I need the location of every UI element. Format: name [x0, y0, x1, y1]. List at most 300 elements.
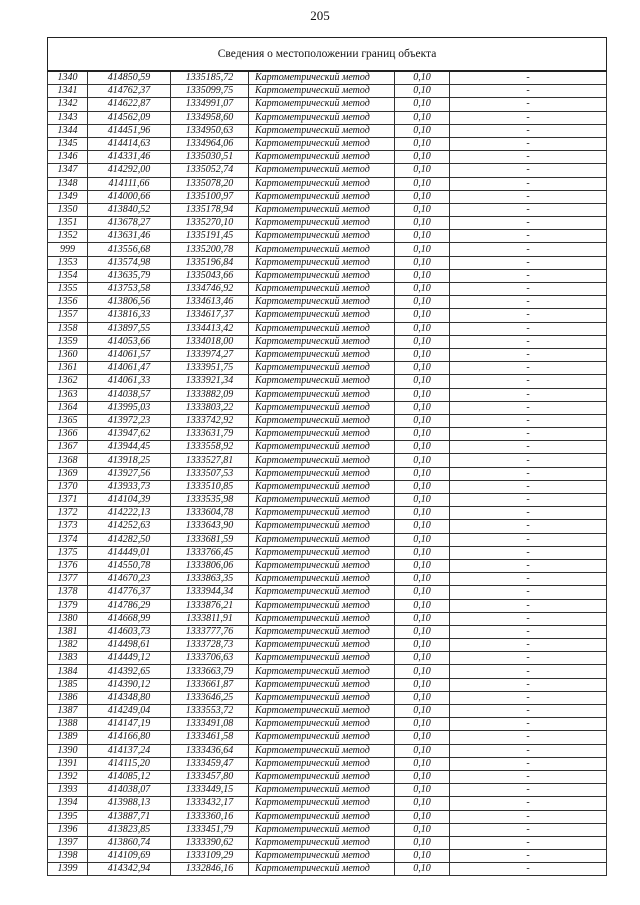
cell-point-number: 1392	[48, 770, 88, 783]
cell-accuracy: 0,10	[395, 731, 450, 744]
table-row	[48, 124, 607, 137]
cell-accuracy: 0,10	[395, 823, 450, 836]
cell-coordinate-x: 414249,04	[88, 705, 171, 718]
cell-point-number: 999	[48, 243, 88, 256]
table-row	[48, 599, 607, 612]
cell-method: Картометрический метод	[249, 678, 395, 691]
table-row	[48, 322, 607, 335]
cell-coordinate-y: 1333109,29	[171, 850, 249, 863]
table-row	[48, 454, 607, 467]
cell-method: Картометрический метод	[249, 770, 395, 783]
cell-coordinate-x: 414414,63	[88, 137, 171, 150]
cell-accuracy: 0,10	[395, 691, 450, 704]
table-row	[48, 573, 607, 586]
cell-method: Картометрический метод	[249, 190, 395, 203]
cell-method: Картометрический метод	[249, 151, 395, 164]
table-row	[48, 678, 607, 691]
cell-description: -	[450, 111, 607, 124]
cell-method: Картометрический метод	[249, 230, 395, 243]
cell-description: -	[450, 507, 607, 520]
cell-coordinate-y: 1333436,64	[171, 744, 249, 757]
cell-accuracy: 0,10	[395, 388, 450, 401]
cell-coordinate-y: 1334613,46	[171, 296, 249, 309]
cell-coordinate-x: 413947,62	[88, 428, 171, 441]
table-row	[48, 836, 607, 849]
table-row	[48, 757, 607, 770]
cell-description: -	[450, 850, 607, 863]
cell-accuracy: 0,10	[395, 283, 450, 296]
table-row	[48, 111, 607, 124]
cell-coordinate-x: 413972,23	[88, 414, 171, 427]
cell-accuracy: 0,10	[395, 850, 450, 863]
table-row	[48, 164, 607, 177]
table-row	[48, 203, 607, 216]
cell-accuracy: 0,10	[395, 665, 450, 678]
cell-method: Картометрический метод	[249, 757, 395, 770]
cell-coordinate-y: 1334950,63	[171, 124, 249, 137]
cell-coordinate-x: 414061,33	[88, 375, 171, 388]
cell-description: -	[450, 322, 607, 335]
table-row	[48, 823, 607, 836]
cell-description: -	[450, 823, 607, 836]
table-row	[48, 507, 607, 520]
cell-description: -	[450, 520, 607, 533]
cell-coordinate-y: 1335191,45	[171, 230, 249, 243]
cell-coordinate-x: 414166,80	[88, 731, 171, 744]
cell-coordinate-x: 414449,12	[88, 652, 171, 665]
cell-accuracy: 0,10	[395, 401, 450, 414]
cell-coordinate-x: 414222,13	[88, 507, 171, 520]
cell-method: Картометрический метод	[249, 625, 395, 638]
cell-coordinate-x: 414252,63	[88, 520, 171, 533]
cell-point-number: 1368	[48, 454, 88, 467]
cell-accuracy: 0,10	[395, 480, 450, 493]
cell-method: Картометрический метод	[249, 810, 395, 823]
cell-description: -	[450, 810, 607, 823]
cell-method: Картометрический метод	[249, 335, 395, 348]
cell-method: Картометрический метод	[249, 137, 395, 150]
cell-accuracy: 0,10	[395, 797, 450, 810]
cell-accuracy: 0,10	[395, 190, 450, 203]
cell-point-number: 1398	[48, 850, 88, 863]
cell-coordinate-y: 1333491,08	[171, 718, 249, 731]
cell-description: -	[450, 757, 607, 770]
cell-accuracy: 0,10	[395, 414, 450, 427]
cell-point-number: 1348	[48, 177, 88, 190]
table-row	[48, 217, 607, 230]
cell-coordinate-y: 1334991,07	[171, 98, 249, 111]
cell-description: -	[450, 296, 607, 309]
cell-coordinate-x: 414147,19	[88, 718, 171, 731]
cell-accuracy: 0,10	[395, 217, 450, 230]
cell-coordinate-x: 413897,55	[88, 322, 171, 335]
cell-accuracy: 0,10	[395, 586, 450, 599]
cell-point-number: 1382	[48, 639, 88, 652]
cell-coordinate-y: 1335196,84	[171, 256, 249, 269]
cell-accuracy: 0,10	[395, 784, 450, 797]
cell-coordinate-x: 414061,47	[88, 362, 171, 375]
cell-coordinate-x: 413918,25	[88, 454, 171, 467]
cell-method: Картометрический метод	[249, 467, 395, 480]
cell-method: Картометрический метод	[249, 283, 395, 296]
table-row	[48, 296, 607, 309]
cell-method: Картометрический метод	[249, 718, 395, 731]
cell-accuracy: 0,10	[395, 705, 450, 718]
cell-point-number: 1369	[48, 467, 88, 480]
table-row	[48, 177, 607, 190]
cell-method: Картометрический метод	[249, 124, 395, 137]
cell-accuracy: 0,10	[395, 362, 450, 375]
cell-point-number: 1346	[48, 151, 88, 164]
cell-method: Картометрический метод	[249, 322, 395, 335]
cell-coordinate-y: 1333951,75	[171, 362, 249, 375]
cell-point-number: 1385	[48, 678, 88, 691]
cell-method: Картометрический метод	[249, 639, 395, 652]
cell-accuracy: 0,10	[395, 533, 450, 546]
cell-coordinate-x: 414061,57	[88, 348, 171, 361]
cell-point-number: 1355	[48, 283, 88, 296]
cell-accuracy: 0,10	[395, 111, 450, 124]
cell-accuracy: 0,10	[395, 322, 450, 335]
table-body	[48, 71, 607, 876]
cell-point-number: 1344	[48, 124, 88, 137]
cell-method: Картометрический метод	[249, 705, 395, 718]
cell-description: -	[450, 269, 607, 282]
cell-point-number: 1353	[48, 256, 88, 269]
cell-method: Картометрический метод	[249, 296, 395, 309]
cell-coordinate-y: 1335270,10	[171, 217, 249, 230]
cell-coordinate-y: 1335200,78	[171, 243, 249, 256]
cell-point-number: 1376	[48, 559, 88, 572]
cell-accuracy: 0,10	[395, 441, 450, 454]
cell-coordinate-x: 414776,37	[88, 586, 171, 599]
cell-description: -	[450, 85, 607, 98]
table-row	[48, 665, 607, 678]
table-row	[48, 362, 607, 375]
cell-coordinate-y: 1333681,59	[171, 533, 249, 546]
cell-accuracy: 0,10	[395, 428, 450, 441]
cell-coordinate-y: 1335052,74	[171, 164, 249, 177]
cell-coordinate-x: 414282,50	[88, 533, 171, 546]
cell-coordinate-y: 1333643,90	[171, 520, 249, 533]
cell-accuracy: 0,10	[395, 296, 450, 309]
cell-coordinate-y: 1335078,20	[171, 177, 249, 190]
cell-description: -	[450, 151, 607, 164]
cell-description: -	[450, 137, 607, 150]
cell-accuracy: 0,10	[395, 678, 450, 691]
table-row	[48, 639, 607, 652]
cell-coordinate-x: 413816,33	[88, 309, 171, 322]
cell-accuracy: 0,10	[395, 757, 450, 770]
table-row	[48, 309, 607, 322]
cell-coordinate-y: 1334413,42	[171, 322, 249, 335]
table-row	[48, 559, 607, 572]
cell-method: Картометрический метод	[249, 454, 395, 467]
cell-point-number: 1349	[48, 190, 88, 203]
cell-description: -	[450, 335, 607, 348]
cell-method: Картометрический метод	[249, 691, 395, 704]
cell-point-number: 1342	[48, 98, 88, 111]
cell-method: Картометрический метод	[249, 85, 395, 98]
cell-point-number: 1347	[48, 164, 88, 177]
cell-method: Картометрический метод	[249, 586, 395, 599]
cell-coordinate-x: 413806,56	[88, 296, 171, 309]
cell-point-number: 1354	[48, 269, 88, 282]
cell-coordinate-x: 413574,98	[88, 256, 171, 269]
cell-coordinate-x: 414000,66	[88, 190, 171, 203]
cell-coordinate-y: 1333811,91	[171, 612, 249, 625]
cell-description: -	[450, 797, 607, 810]
cell-method: Картометрический метод	[249, 441, 395, 454]
cell-point-number: 1352	[48, 230, 88, 243]
cell-accuracy: 0,10	[395, 744, 450, 757]
cell-coordinate-y: 1333360,16	[171, 810, 249, 823]
table-row	[48, 731, 607, 744]
cell-description: -	[450, 731, 607, 744]
cell-point-number: 1370	[48, 480, 88, 493]
cell-description: -	[450, 691, 607, 704]
cell-description: -	[450, 546, 607, 559]
cell-method: Картометрический метод	[249, 203, 395, 216]
cell-accuracy: 0,10	[395, 467, 450, 480]
cell-method: Картометрический метод	[249, 494, 395, 507]
cell-coordinate-x: 414115,20	[88, 757, 171, 770]
cell-description: -	[450, 375, 607, 388]
cell-coordinate-y: 1333507,53	[171, 467, 249, 480]
cell-description: -	[450, 309, 607, 322]
cell-method: Картометрический метод	[249, 797, 395, 810]
cell-coordinate-x: 413823,85	[88, 823, 171, 836]
cell-coordinate-x: 414104,39	[88, 494, 171, 507]
cell-accuracy: 0,10	[395, 230, 450, 243]
cell-description: -	[450, 362, 607, 375]
cell-coordinate-y: 1335178,94	[171, 203, 249, 216]
table-row	[48, 546, 607, 559]
table-row	[48, 283, 607, 296]
cell-description: -	[450, 573, 607, 586]
table-row	[48, 797, 607, 810]
table-row	[48, 98, 607, 111]
cell-description: -	[450, 243, 607, 256]
cell-coordinate-x: 414053,66	[88, 335, 171, 348]
cell-description: -	[450, 652, 607, 665]
boundary-table-sheet	[47, 37, 606, 876]
cell-accuracy: 0,10	[395, 85, 450, 98]
table-row	[48, 414, 607, 427]
cell-coordinate-y: 1333535,98	[171, 494, 249, 507]
cell-coordinate-x: 414550,78	[88, 559, 171, 572]
cell-accuracy: 0,10	[395, 348, 450, 361]
cell-method: Картометрический метод	[249, 71, 395, 85]
table-row	[48, 705, 607, 718]
table-row	[48, 691, 607, 704]
cell-coordinate-y: 1333449,15	[171, 784, 249, 797]
cell-point-number: 1383	[48, 652, 88, 665]
cell-coordinate-x: 413678,27	[88, 217, 171, 230]
cell-description: -	[450, 177, 607, 190]
table-row	[48, 784, 607, 797]
table-row	[48, 190, 607, 203]
boundary-coordinates-table	[47, 37, 607, 876]
cell-coordinate-x: 413631,46	[88, 230, 171, 243]
cell-description: -	[450, 586, 607, 599]
cell-accuracy: 0,10	[395, 770, 450, 783]
table-row	[48, 269, 607, 282]
table-row	[48, 467, 607, 480]
table-row	[48, 348, 607, 361]
cell-coordinate-x: 414109,69	[88, 850, 171, 863]
cell-method: Картометрический метод	[249, 850, 395, 863]
cell-accuracy: 0,10	[395, 639, 450, 652]
table-row	[48, 428, 607, 441]
cell-description: -	[450, 348, 607, 361]
cell-coordinate-y: 1333706,63	[171, 652, 249, 665]
cell-description: -	[450, 203, 607, 216]
cell-accuracy: 0,10	[395, 625, 450, 638]
cell-coordinate-x: 413944,45	[88, 441, 171, 454]
cell-coordinate-x: 414111,66	[88, 177, 171, 190]
cell-method: Картометрический метод	[249, 177, 395, 190]
cell-point-number: 1386	[48, 691, 88, 704]
table-row	[48, 441, 607, 454]
cell-point-number: 1372	[48, 507, 88, 520]
cell-description: -	[450, 428, 607, 441]
cell-point-number: 1343	[48, 111, 88, 124]
cell-coordinate-y: 1335043,66	[171, 269, 249, 282]
table-row	[48, 770, 607, 783]
cell-coordinate-x: 413753,58	[88, 283, 171, 296]
cell-point-number: 1367	[48, 441, 88, 454]
cell-accuracy: 0,10	[395, 718, 450, 731]
page-number: 205	[310, 8, 330, 23]
cell-point-number: 1360	[48, 348, 88, 361]
cell-accuracy: 0,10	[395, 599, 450, 612]
cell-point-number: 1357	[48, 309, 88, 322]
table-row	[48, 401, 607, 414]
cell-coordinate-y: 1333604,78	[171, 507, 249, 520]
cell-coordinate-x: 413556,68	[88, 243, 171, 256]
cell-description: -	[450, 533, 607, 546]
cell-description: -	[450, 718, 607, 731]
cell-point-number: 1380	[48, 612, 88, 625]
cell-method: Картометрический метод	[249, 507, 395, 520]
cell-method: Картометрический метод	[249, 665, 395, 678]
table-row	[48, 850, 607, 863]
cell-method: Картометрический метод	[249, 823, 395, 836]
cell-description: -	[450, 71, 607, 85]
cell-accuracy: 0,10	[395, 573, 450, 586]
cell-coordinate-y: 1333921,34	[171, 375, 249, 388]
table-row	[48, 744, 607, 757]
cell-point-number: 1388	[48, 718, 88, 731]
cell-coordinate-y: 1333527,81	[171, 454, 249, 467]
cell-accuracy: 0,10	[395, 269, 450, 282]
table-row	[48, 85, 607, 98]
cell-point-number: 1345	[48, 137, 88, 150]
table-row	[48, 480, 607, 493]
cell-coordinate-x: 413988,13	[88, 797, 171, 810]
cell-coordinate-y: 1333558,92	[171, 441, 249, 454]
cell-point-number: 1351	[48, 217, 88, 230]
table-row	[48, 718, 607, 731]
cell-point-number: 1340	[48, 71, 88, 85]
cell-description: -	[450, 230, 607, 243]
cell-coordinate-x: 414342,94	[88, 863, 171, 876]
cell-method: Картометрический метод	[249, 559, 395, 572]
cell-coordinate-x: 414348,80	[88, 691, 171, 704]
cell-description: -	[450, 441, 607, 454]
cell-coordinate-y: 1335185,72	[171, 71, 249, 85]
cell-method: Картометрический метод	[249, 111, 395, 124]
cell-coordinate-x: 413887,71	[88, 810, 171, 823]
cell-coordinate-x: 414670,23	[88, 573, 171, 586]
cell-method: Картометрический метод	[249, 388, 395, 401]
table-row	[48, 586, 607, 599]
cell-method: Картометрический метод	[249, 863, 395, 876]
cell-description: -	[450, 190, 607, 203]
cell-point-number: 1364	[48, 401, 88, 414]
cell-coordinate-y: 1333510,85	[171, 480, 249, 493]
cell-method: Картометрический метод	[249, 256, 395, 269]
cell-coordinate-y: 1333663,79	[171, 665, 249, 678]
cell-point-number: 1361	[48, 362, 88, 375]
cell-coordinate-y: 1334746,92	[171, 283, 249, 296]
cell-coordinate-y: 1333457,80	[171, 770, 249, 783]
cell-accuracy: 0,10	[395, 164, 450, 177]
cell-description: -	[450, 467, 607, 480]
cell-coordinate-y: 1333646,25	[171, 691, 249, 704]
table-row	[48, 494, 607, 507]
cell-method: Картометрический метод	[249, 164, 395, 177]
cell-coordinate-y: 1332846,16	[171, 863, 249, 876]
cell-coordinate-y: 1334964,06	[171, 137, 249, 150]
cell-coordinate-y: 1333766,45	[171, 546, 249, 559]
cell-coordinate-x: 414331,46	[88, 151, 171, 164]
cell-point-number: 1395	[48, 810, 88, 823]
table-row	[48, 652, 607, 665]
table-row	[48, 388, 607, 401]
cell-point-number: 1387	[48, 705, 88, 718]
cell-coordinate-y: 1335100,97	[171, 190, 249, 203]
cell-accuracy: 0,10	[395, 520, 450, 533]
cell-point-number: 1363	[48, 388, 88, 401]
cell-accuracy: 0,10	[395, 151, 450, 164]
cell-coordinate-y: 1333882,09	[171, 388, 249, 401]
table-row	[48, 71, 607, 85]
cell-point-number: 1381	[48, 625, 88, 638]
cell-description: -	[450, 599, 607, 612]
cell-coordinate-y: 1333863,35	[171, 573, 249, 586]
cell-accuracy: 0,10	[395, 652, 450, 665]
cell-method: Картометрический метод	[249, 362, 395, 375]
cell-point-number: 1396	[48, 823, 88, 836]
cell-description: -	[450, 217, 607, 230]
cell-accuracy: 0,10	[395, 836, 450, 849]
cell-description: -	[450, 625, 607, 638]
cell-description: -	[450, 784, 607, 797]
cell-description: -	[450, 665, 607, 678]
cell-coordinate-x: 414668,99	[88, 612, 171, 625]
cell-description: -	[450, 164, 607, 177]
cell-method: Картометрический метод	[249, 573, 395, 586]
cell-coordinate-y: 1334617,37	[171, 309, 249, 322]
cell-description: -	[450, 401, 607, 414]
cell-accuracy: 0,10	[395, 375, 450, 388]
cell-accuracy: 0,10	[395, 177, 450, 190]
cell-description: -	[450, 744, 607, 757]
cell-description: -	[450, 124, 607, 137]
table-row	[48, 151, 607, 164]
